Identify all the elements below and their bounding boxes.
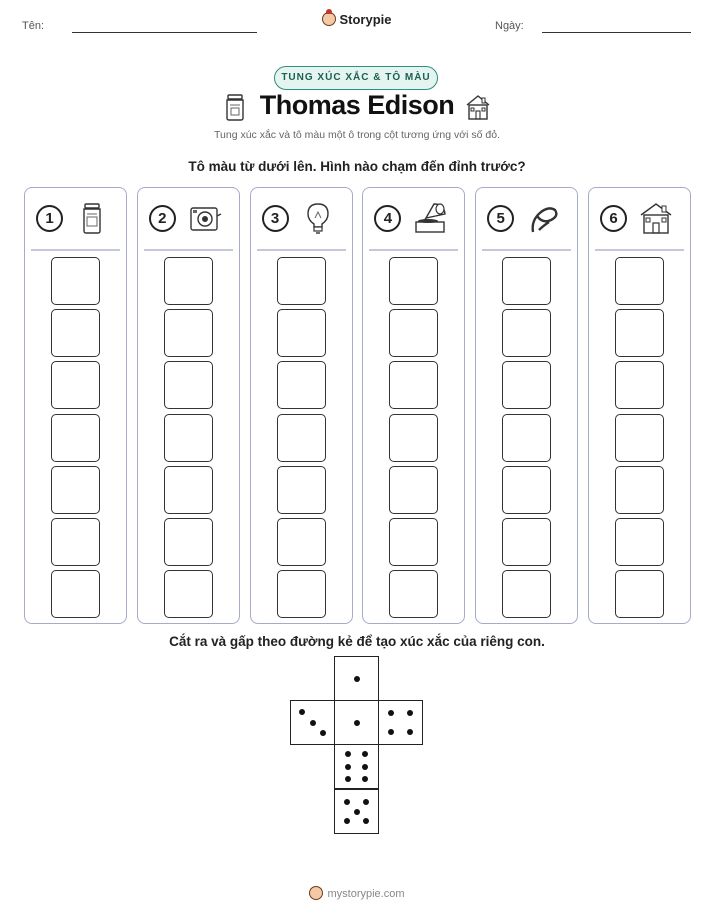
color-cell[interactable] <box>502 309 551 357</box>
name-label: Tên: <box>22 20 45 32</box>
dice-face-4 <box>378 700 423 745</box>
date-label: Ngày: <box>495 20 524 32</box>
color-cell[interactable] <box>502 466 551 514</box>
brand-logo <box>0 12 714 27</box>
color-cell[interactable] <box>277 309 326 357</box>
color-cell[interactable] <box>615 309 664 357</box>
dice-pip <box>354 809 360 815</box>
color-cell[interactable] <box>164 570 213 618</box>
color-cell[interactable] <box>164 257 213 305</box>
color-cell[interactable] <box>615 257 664 305</box>
color-cell[interactable] <box>615 361 664 409</box>
phonograph-cylinder-icon <box>187 200 223 236</box>
column-divider <box>369 249 458 251</box>
color-cell[interactable] <box>51 570 100 618</box>
dice-face-6 <box>334 744 379 789</box>
footer-url: mystorypie.com <box>327 888 405 900</box>
dice-pip <box>310 720 316 726</box>
color-cell[interactable] <box>164 309 213 357</box>
color-cell[interactable] <box>51 361 100 409</box>
page-title: Thomas Edison <box>259 90 455 120</box>
house-icon <box>465 93 491 121</box>
color-cell[interactable] <box>615 570 664 618</box>
color-cell[interactable] <box>277 466 326 514</box>
dice-net <box>290 656 426 836</box>
color-cell[interactable] <box>164 518 213 566</box>
column-divider <box>31 249 120 251</box>
color-cell[interactable] <box>502 414 551 462</box>
column-6 <box>588 187 691 624</box>
dice-pip <box>363 799 369 805</box>
color-cell[interactable] <box>389 309 438 357</box>
dice-pip <box>354 676 360 682</box>
column-number: 4 <box>374 205 401 232</box>
jar-icon <box>74 200 110 236</box>
column-5 <box>475 187 578 624</box>
footer <box>0 886 714 900</box>
storypie-logo-icon <box>322 12 336 26</box>
color-cell[interactable] <box>51 309 100 357</box>
color-cell[interactable] <box>51 466 100 514</box>
light-bulb-icon <box>300 200 336 236</box>
activity-tag: TUNG XÚC XẮC & TÔ MÀU <box>274 66 438 90</box>
color-cell[interactable] <box>277 257 326 305</box>
column-number: 3 <box>262 205 289 232</box>
column-2 <box>137 187 240 624</box>
color-cell[interactable] <box>277 518 326 566</box>
color-cell[interactable] <box>615 414 664 462</box>
color-cell[interactable] <box>51 414 100 462</box>
dice-pip <box>363 818 369 824</box>
coloring-instruction: Tô màu từ dưới lên. Hình nào chạm đến đỉnh trước? <box>188 159 526 174</box>
column-number: 6 <box>600 205 627 232</box>
color-cell[interactable] <box>277 361 326 409</box>
dice-pip <box>362 751 368 757</box>
color-cell[interactable] <box>277 570 326 618</box>
column-number: 2 <box>149 205 176 232</box>
dice-face-5 <box>334 789 379 834</box>
color-cell[interactable] <box>164 414 213 462</box>
color-cell[interactable] <box>615 466 664 514</box>
dice-pip <box>320 730 326 736</box>
dice-pip <box>407 710 413 716</box>
color-cell[interactable] <box>277 414 326 462</box>
dice-pip <box>388 729 394 735</box>
dice-face-1 <box>334 700 379 745</box>
color-cell[interactable] <box>615 518 664 566</box>
date-line[interactable] <box>542 32 691 33</box>
dice-pip <box>345 764 351 770</box>
column-divider <box>482 249 571 251</box>
color-cell[interactable] <box>502 518 551 566</box>
dice-pip <box>388 710 394 716</box>
dice-pip <box>407 729 413 735</box>
dice-face-3 <box>290 700 335 745</box>
color-cell[interactable] <box>389 518 438 566</box>
dice-face-1 <box>334 656 379 701</box>
race-columns <box>24 187 691 624</box>
dice-pip <box>354 720 360 726</box>
column-4 <box>362 187 465 624</box>
color-cell[interactable] <box>164 466 213 514</box>
column-1 <box>24 187 127 624</box>
column-number: 1 <box>36 205 63 232</box>
house-icon <box>638 200 674 236</box>
column-number: 5 <box>487 205 514 232</box>
column-divider <box>595 249 684 251</box>
dice-pip <box>344 799 350 805</box>
color-cell[interactable] <box>502 257 551 305</box>
gramophone-icon <box>412 200 448 236</box>
dice-pip <box>345 776 351 782</box>
color-cell[interactable] <box>502 570 551 618</box>
storypie-logo-icon <box>309 886 323 900</box>
brand-name: Storypie <box>339 12 392 27</box>
column-3 <box>250 187 353 624</box>
dice-pip <box>299 709 305 715</box>
filament-loop-icon <box>525 200 561 236</box>
color-cell[interactable] <box>51 257 100 305</box>
color-cell[interactable] <box>502 361 551 409</box>
dice-pip <box>344 818 350 824</box>
cut-fold-instruction: Cắt ra và gấp theo đường kẻ để tạo xúc xắc của riêng con. <box>169 634 545 649</box>
dice-pip <box>362 776 368 782</box>
dice-pip <box>362 764 368 770</box>
column-divider <box>257 249 346 251</box>
name-line[interactable] <box>72 32 257 33</box>
dice-pip <box>345 751 351 757</box>
color-cell[interactable] <box>389 414 438 462</box>
color-cell[interactable] <box>389 570 438 618</box>
column-divider <box>144 249 233 251</box>
subtitle: Tung xúc xắc và tô màu một ô trong cột tương ứng với số đỏ. <box>214 129 500 141</box>
color-cell[interactable] <box>389 466 438 514</box>
color-cell[interactable] <box>389 361 438 409</box>
color-cell[interactable] <box>389 257 438 305</box>
color-cell[interactable] <box>51 518 100 566</box>
color-cell[interactable] <box>164 361 213 409</box>
